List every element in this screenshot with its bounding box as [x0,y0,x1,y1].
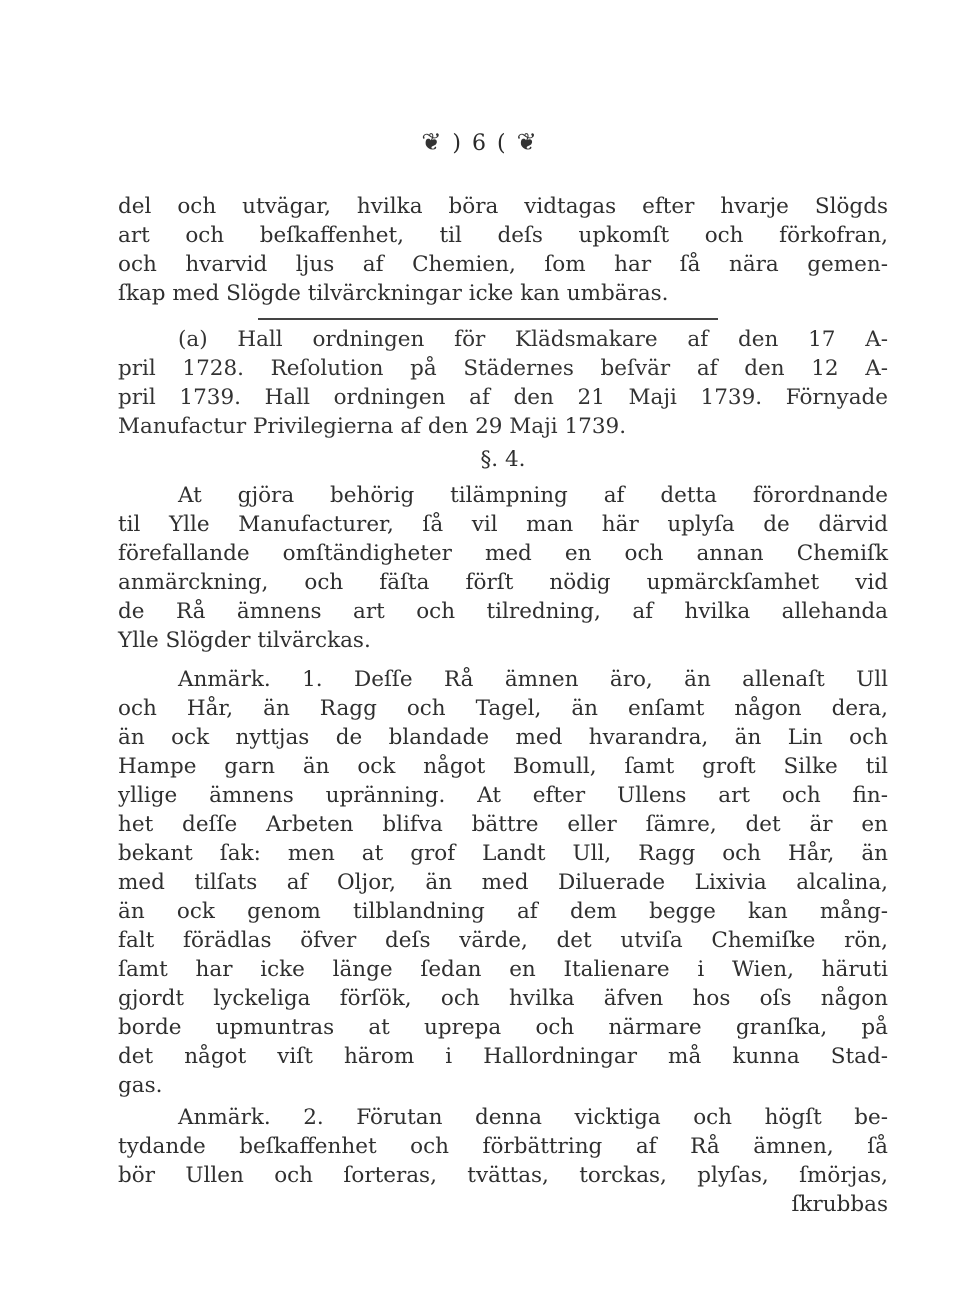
remark-line: gas. [118,1073,163,1098]
remark-line: gjordt lyckeliga förſök, och hvilka äfven hos oſs någon [118,986,888,1011]
page-number: ) 6 ( [452,131,508,156]
text-line: de Rå ämnens art och tilredning, af hvilka allehanda [118,599,888,624]
footnote-line: pril 1739. Hall ordningen af den 21 Maji 1739. Förnyade [118,385,888,410]
remark-line: borde upmuntras at uprepa och närmare granſka, på [118,1015,888,1040]
remark-line: yllige ämnens upränning. At efter Ullens art och fin- [118,783,888,808]
remark-line: tydande beſkaffenhet och förbättring af Rå ämnen, ſå [118,1134,888,1159]
text-line: anmärckning, och fäſta förſt nödig upmärckſamhet vid [118,570,888,595]
remark-line: än ock genom tilblandning af dem begge kan mång- [118,899,888,924]
text-line: Ylle Slögder tilvärckas. [118,628,371,653]
remark-line: ſamt har icke länge ſedan en Italienare i Wien, häruti [118,957,888,982]
text-line: til Ylle Manufacturer, ſå vil man här uplyſa de därvid [118,512,888,537]
remark-line: det något viſt härom i Hallordningar må kunna Stad- [118,1044,888,1069]
ornament-left-icon: ❦ [421,128,444,156]
text-line: och hvarvid ljus af Chemien, ſom har ſå nära gemen- [118,252,888,277]
section-heading: §. 4. [480,447,526,472]
text-line: ſkap med Slögde tilvärckningar icke kan umbäras. [118,281,669,306]
remark-line: falt förädlas öfver deſs värde, det utviſa Chemiſke rön, [118,928,888,953]
ornament-right-icon: ❦ [516,128,539,156]
footnote-line: Manufactur Privilegierna af den 29 Maji 1739. [118,414,627,439]
remark-line: och Hår, än Ragg och Tagel, än enſamt någon dera, [118,696,888,721]
remark-line: än ock nyttjas de blandade med hvarandra, än Lin och [118,725,888,750]
remark-line: Hampe garn än ock något Bomull, ſamt groft Silke til [118,754,888,779]
divider-rule [258,318,718,320]
text-line: förefallande omſtändigheter med en och annan Chemiſk [118,541,888,566]
remark-line: Anmärk. 2. Förutan denna vicktiga och högſt be- [178,1105,888,1130]
remark-line: het deſſe Arbeten blifva bättre eller ſämre, det är en [118,812,888,837]
remark-line: med tilſats af Oljor, än med Diluerade Lixivia alcalina, [118,870,888,895]
footnote-line: pril 1728. Reſolution på Städernes beſvär af den 12 A- [118,356,888,381]
footnote-line: (a) Hall ordningen för Klädsmakare af den 17 A- [178,327,888,352]
text-line: art och beſkaffenhet, til deſs upkomſt och förkofran, [118,223,888,248]
remark-line: Anmärk. 1. Deſſe Rå ämnen äro, än allenaſt Ull [178,667,888,692]
text-line: At gjöra behörig tilämpning af detta förordnande [178,483,888,508]
catchword: ſkrubbas [791,1192,888,1217]
text-line: del och utvägar, hvilka böra vidtagas efter hvarje Slögds [118,194,888,219]
remark-line: bör Ullen och ſorteras, tvättas, torckas, plyſas, ſmörjas, [118,1163,888,1188]
remark-line: bekant ſak: men at grof Landt Ull, Ragg och Hår, än [118,841,888,866]
page-header [0,128,960,156]
